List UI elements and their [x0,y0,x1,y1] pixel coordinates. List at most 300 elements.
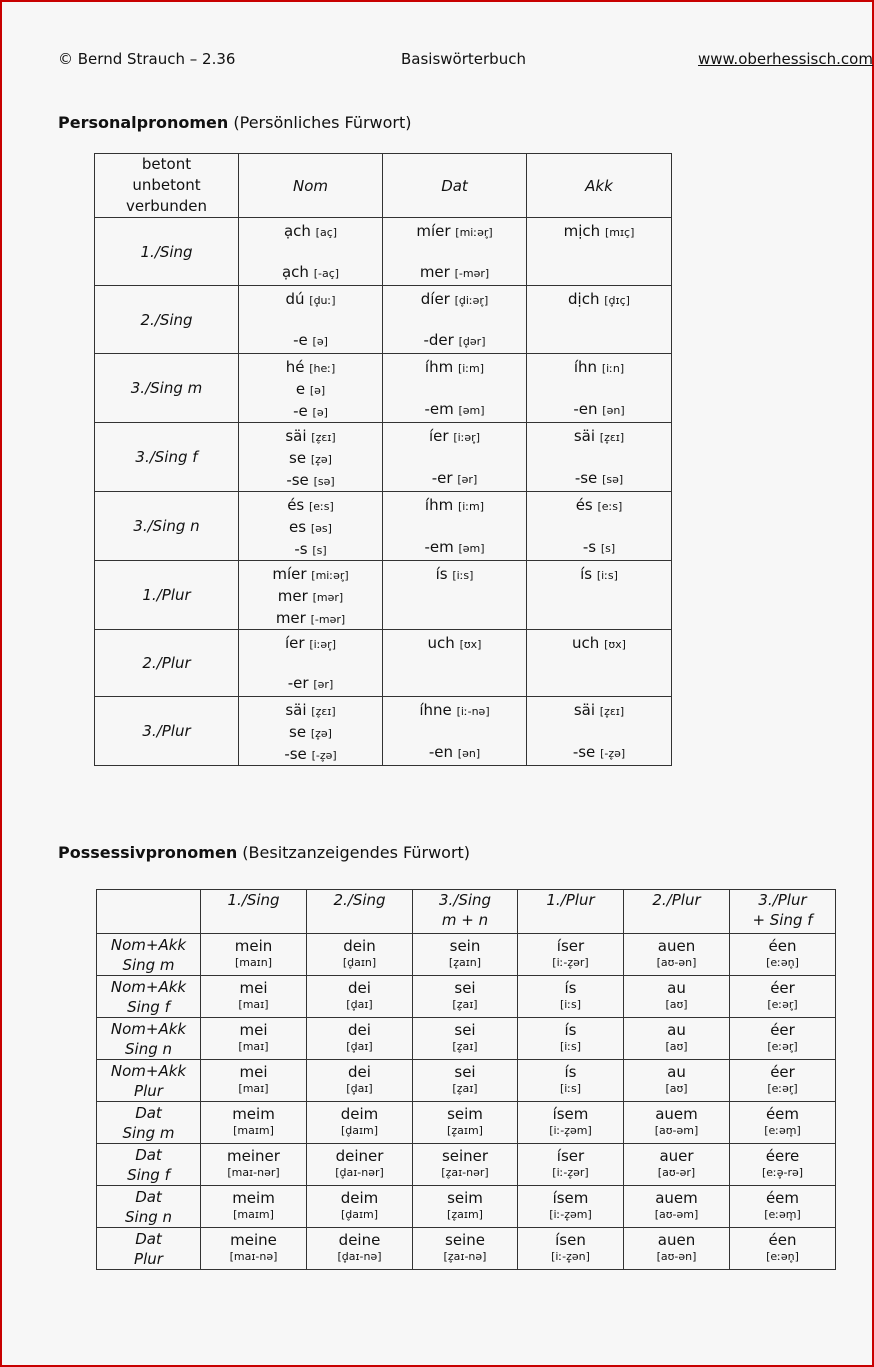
possessive-pronouns-title-rest: (Besitzanzeigendes Fürwort) [237,843,471,862]
ipa-transcription: [iːər̥] [309,638,336,651]
form-line [527,654,671,674]
personal-cell-akk [527,354,672,423]
personal-col-header: Dat [383,154,527,218]
row-label-number: Sing m [122,1123,175,1142]
personal-row [95,561,672,630]
ipa-transcription: [heː] [309,362,336,375]
possessive-row-label [97,1060,201,1102]
ipa-transcription: [iːs] [452,569,474,582]
personal-cell-dat [383,492,527,561]
row-label-case: Dat [135,1145,162,1164]
possessive-cell [624,1018,730,1060]
personal-row-label: 1./Plur [95,561,239,630]
form-line [239,220,382,242]
word-form: és [575,496,593,514]
word-form: -se [574,469,598,487]
form-line [383,467,526,489]
personal-cell-akk [527,218,672,286]
word-form: auen [657,1230,696,1249]
word-form: dein [343,936,376,955]
ipa-transcription: [ər] [457,473,478,486]
ipa-transcription: [aʊ] [665,1039,688,1053]
form-line [527,563,671,585]
ipa-transcription: [iːn] [601,362,625,375]
header-copyright: © Bernd Strauch – 2.36 [58,50,236,68]
ipa-transcription: [ər] [313,678,334,691]
form-line [527,263,671,284]
word-form: sei [454,1062,476,1081]
possessive-cell [518,1144,624,1186]
possessive-cell [624,1228,730,1270]
personal-row [95,423,672,492]
form-line [527,331,671,352]
word-form: díer [420,290,450,308]
ipa-transcription: [z̥aɪm] [447,1207,483,1221]
ipa-transcription: [z̥aɪ] [452,1039,478,1053]
word-form: -se [572,743,596,761]
form-line [383,721,526,741]
possessive-cell [518,1186,624,1228]
personal-cell-akk [527,630,672,697]
ipa-transcription: [z̥aɪn] [448,955,482,969]
row-label-case: Nom+Akk [110,1061,187,1080]
ipa-transcription: [eːs] [309,500,334,513]
possessive-cell [730,1144,836,1186]
ipa-transcription: [d̥aɪm] [340,1207,379,1221]
word-form: ísem [552,1188,589,1207]
possessive-cell [307,1102,413,1144]
word-form: sei [454,978,476,997]
ipa-transcription: [s] [600,542,616,555]
personal-cell-nom [239,423,383,492]
word-form: -e [293,331,308,349]
word-form: íhm [424,358,454,376]
ipa-transcription: [eːəm̥] [764,1123,801,1137]
possessive-cell [624,1102,730,1144]
personal-cell-nom [239,697,383,766]
personal-pronouns-title-bold: Personalpronomen [58,113,229,132]
form-line [383,741,526,763]
form-line [239,721,382,743]
personal-row-label: 1./Sing [95,218,239,286]
possessive-row-label [97,976,201,1018]
ipa-transcription: [aʊ-əm] [654,1207,699,1221]
possessive-row-label [97,934,201,976]
row-label-number: Sing m [122,955,175,974]
word-form: meine [230,1230,277,1249]
word-form: éen [768,936,797,955]
form-line [383,674,526,694]
ipa-transcription: [aʊ-əm] [654,1123,699,1137]
form-line [383,310,526,329]
personal-col-header: Nom [239,154,383,218]
ipa-transcription: [-mər] [454,267,490,280]
word-form: éer [770,1020,795,1039]
col-header-line1: 1./Plur [546,891,595,909]
possessive-cell [518,934,624,976]
ipa-transcription: [d̥ər] [458,335,486,348]
form-line [383,516,526,536]
personal-cell-dat [383,561,527,630]
ipa-transcription: [sə] [313,475,335,488]
word-form: au [667,1020,686,1039]
col-header-line1: 3./Plur [758,891,807,909]
word-form: mer [275,609,306,627]
form-line [527,356,671,378]
ipa-transcription: [z̥ɛɪ] [599,705,625,718]
word-form: seim [447,1104,483,1123]
ipa-transcription: [iː-z̥ən] [551,1249,590,1263]
form-line [239,632,382,654]
personal-pronouns-table [94,153,672,766]
form-line [527,220,671,242]
word-form: es [289,518,307,536]
row-label-number: Sing f [127,1165,170,1184]
form-line [383,329,526,351]
possessive-header-corner [97,890,201,934]
possessive-cell [413,1060,518,1102]
possessive-pronouns-table [96,889,836,1270]
possessive-cell [307,1144,413,1186]
ipa-transcription: [sə] [602,473,624,486]
word-form: sei [454,1020,476,1039]
ipa-transcription: [əm] [458,404,485,417]
form-line [383,447,526,467]
personal-cell-dat [383,354,527,423]
word-form: auer [659,1146,694,1165]
possessive-cell [624,1186,730,1228]
possessive-row [97,976,836,1018]
possessive-cell [201,1186,307,1228]
ipa-transcription: [d̥aɪ-nə] [337,1249,382,1263]
word-form: -s [294,540,308,558]
ipa-transcription: [aʊ-ən] [656,1249,697,1263]
personal-row-label: 3./Sing n [95,492,239,561]
possessive-col-header [624,890,730,934]
possessive-cell [624,1144,730,1186]
possessive-cell [201,976,307,1018]
personal-row-label: 3./Plur [95,697,239,766]
possessive-row [97,1060,836,1102]
ipa-transcription: [d̥aɪ-nər] [335,1165,384,1179]
possessive-row [97,1228,836,1270]
word-form: se [289,723,307,741]
row-label-case: Nom+Akk [110,935,187,954]
personal-cell-nom [239,630,383,697]
word-form: deiner [335,1146,384,1165]
form-line [383,242,526,261]
form-line [383,261,526,283]
row-label-case: Nom+Akk [110,977,187,996]
personal-col-header: Akk [527,154,672,218]
word-form: íser [556,1146,585,1165]
word-form: és [287,496,305,514]
possessive-cell [730,1060,836,1102]
ipa-transcription: [z̥aɪm] [447,1123,483,1137]
personal-cell-dat [383,423,527,492]
form-line [527,674,671,694]
word-form: íer [429,427,449,445]
ipa-transcription: [-aç] [313,267,340,280]
possessive-cell [307,934,413,976]
possessive-cell [624,976,730,1018]
word-form: dei [348,1062,371,1081]
ipa-transcription: [ən] [602,404,625,417]
word-form: -e [293,402,308,420]
row-label-number: Sing n [125,1039,172,1058]
ipa-transcription: [iːs] [596,569,618,582]
row-label-case: Nom+Akk [110,1019,187,1038]
personal-header-row [95,154,672,218]
word-form: uch [427,634,455,652]
ipa-transcription: [d̥aɪ] [346,1081,373,1095]
personal-header-corner [95,154,239,218]
ipa-transcription: [z̥aɪ] [452,1081,478,1095]
word-form: säi [285,427,307,445]
word-form: dú [285,290,305,308]
word-form: deim [340,1188,379,1207]
word-form: mei [239,978,268,997]
row-label-case: Dat [135,1103,162,1122]
form-line [383,494,526,516]
row-label-number: Sing n [125,1207,172,1226]
word-form: säi [285,701,307,719]
form-line [239,538,382,560]
word-form: e [295,380,306,398]
form-line [239,585,382,607]
word-form: mer [419,263,450,281]
form-line [239,563,382,585]
possessive-cell [518,1060,624,1102]
word-form: deine [338,1230,381,1249]
word-form: mer [277,587,308,605]
ipa-transcription: [iː-z̥əm] [549,1207,592,1221]
word-form: deim [340,1104,379,1123]
possessive-cell [518,1228,624,1270]
row-label-number: Sing f [127,997,170,1016]
possessive-cell [730,1228,836,1270]
ipa-transcription: [maɪm] [233,1123,274,1137]
word-form: säi [573,701,595,719]
ipa-transcription: [z̥aɪ] [452,997,478,1011]
word-form: ạch [283,222,311,240]
ipa-transcription: [maɪ] [238,1081,269,1095]
personal-row [95,492,672,561]
possessive-row [97,1186,836,1228]
form-line [527,721,671,741]
possessive-cell [201,1228,307,1270]
word-form: -em [424,538,454,556]
form-line [239,743,382,765]
ipa-transcription: [eːs] [597,500,623,513]
possessive-cell [730,934,836,976]
ipa-transcription: [iːs] [559,1039,582,1053]
word-form: ís [564,1062,577,1081]
possessive-cell [307,1186,413,1228]
word-form: ís [435,565,448,583]
ipa-transcription: [z̥ɛɪ] [599,431,625,444]
personal-row [95,697,672,766]
possessive-cell [307,976,413,1018]
form-line [527,467,671,489]
form-line [239,654,382,672]
word-form: ís [564,1020,577,1039]
possessive-cell [730,976,836,1018]
possessive-cell [730,1018,836,1060]
form-line [239,425,382,447]
possessive-cell [201,934,307,976]
word-form: íser [556,936,585,955]
ipa-transcription: [maɪn] [234,955,273,969]
possessive-row-label [97,1186,201,1228]
word-form: -er [431,469,453,487]
possessive-col-header [307,890,413,934]
ipa-transcription: [eːəm̥] [764,1207,801,1221]
ipa-transcription: [eːər̥] [767,1081,798,1095]
word-form: seim [447,1188,483,1207]
word-form: auem [655,1188,698,1207]
possessive-cell [730,1102,836,1144]
ipa-transcription: [ən] [457,747,481,760]
personal-row-label: 2./Plur [95,630,239,697]
personal-row [95,218,672,286]
form-line [383,288,526,310]
personal-cell-nom [239,561,383,630]
possessive-col-header [730,890,836,934]
word-form: mein [234,936,273,955]
personal-cell-dat [383,218,527,286]
word-form: -em [424,400,454,418]
form-line [383,356,526,378]
form-line [239,672,382,694]
row-label-case: Dat [135,1229,162,1248]
possessive-cell [201,1018,307,1060]
form-line [527,378,671,398]
personal-cell-nom [239,218,383,286]
word-form: -se [284,745,307,763]
possessive-col-header [201,890,307,934]
word-form: -en [573,400,598,418]
possessive-row [97,1144,836,1186]
ipa-transcription: [z̥aɪ-nər] [441,1165,489,1179]
ipa-transcription: [ə] [312,406,328,419]
ipa-transcription: [iːər̥] [453,431,480,444]
word-form: hé [285,358,305,376]
form-line [239,242,382,261]
form-line [527,288,671,310]
ipa-transcription: [iːs] [559,1081,582,1095]
word-form: au [667,1062,686,1081]
word-form: éem [765,1104,800,1123]
possessive-cell [624,1060,730,1102]
personal-row-label: 2./Sing [95,286,239,354]
word-form: míer [416,222,451,240]
possessive-cell [413,1102,518,1144]
corner-label: verbunden [125,197,208,215]
word-form: íhn [573,358,598,376]
word-form: auen [657,936,696,955]
ipa-transcription: [z̥aɪ-nə] [443,1249,487,1263]
personal-cell-nom [239,286,383,354]
personal-pronouns-title [58,113,412,132]
personal-row [95,630,672,697]
word-form: éer [770,978,795,997]
word-form: dịch [568,290,600,308]
word-form: éere [765,1146,800,1165]
ipa-transcription: [s] [312,544,327,557]
form-line [527,516,671,536]
word-form: ạch [281,263,309,281]
form-line [239,400,382,422]
word-form: dei [348,978,371,997]
form-line [383,220,526,242]
ipa-transcription: [d̥aɪ] [346,997,373,1011]
personal-row [95,286,672,354]
header-website-link[interactable]: www.oberhessisch.com [698,50,873,68]
ipa-transcription: [mɪç] [604,226,635,239]
form-line [527,494,671,516]
ipa-transcription: [əs] [310,522,332,535]
ipa-transcription: [d̥aɪm] [340,1123,379,1137]
ipa-transcription: [ə] [309,384,326,397]
row-label-number: Plur [134,1081,163,1100]
ipa-transcription: [maɪ-nər] [227,1165,280,1179]
word-form: mịch [563,222,601,240]
ipa-transcription: [eːər̥] [767,1039,798,1053]
word-form: mei [239,1020,268,1039]
personal-cell-dat [383,697,527,766]
ipa-transcription: [aç] [315,226,338,239]
form-line [383,398,526,420]
possessive-cell [307,1018,413,1060]
ipa-transcription: [ʊx] [459,638,482,651]
form-line [527,425,671,447]
form-line [239,329,382,351]
possessive-col-header [413,890,518,934]
ipa-transcription: [maɪm] [233,1207,274,1221]
possessive-cell [413,1018,518,1060]
word-form: dei [348,1020,371,1039]
personal-cell-nom [239,492,383,561]
ipa-transcription: [z̥ɛɪ] [311,705,336,718]
possessive-row-label [97,1018,201,1060]
form-line [239,447,382,469]
form-line [527,699,671,721]
possessive-cell [201,1102,307,1144]
ipa-transcription: [maɪ] [238,1039,269,1053]
word-form: ísen [555,1230,586,1249]
personal-cell-akk [527,697,672,766]
form-line [383,536,526,558]
personal-cell-nom [239,354,383,423]
possessive-cell [307,1228,413,1270]
possessive-row [97,1102,836,1144]
form-line [239,356,382,378]
possessive-cell [413,934,518,976]
form-line [383,654,526,674]
ipa-transcription: [iːs] [559,997,582,1011]
ipa-transcription: [d̥uː] [309,294,336,307]
form-line [239,699,382,721]
personal-pronouns-title-rest: (Persönliches Fürwort) [228,113,412,132]
possessive-cell [730,1186,836,1228]
ipa-transcription: [maɪ-nə] [229,1249,278,1263]
word-form: meim [232,1104,275,1123]
form-line [239,310,382,329]
col-header-line2: m + n [441,911,489,929]
word-form: éem [765,1188,800,1207]
possessive-row-label [97,1102,201,1144]
